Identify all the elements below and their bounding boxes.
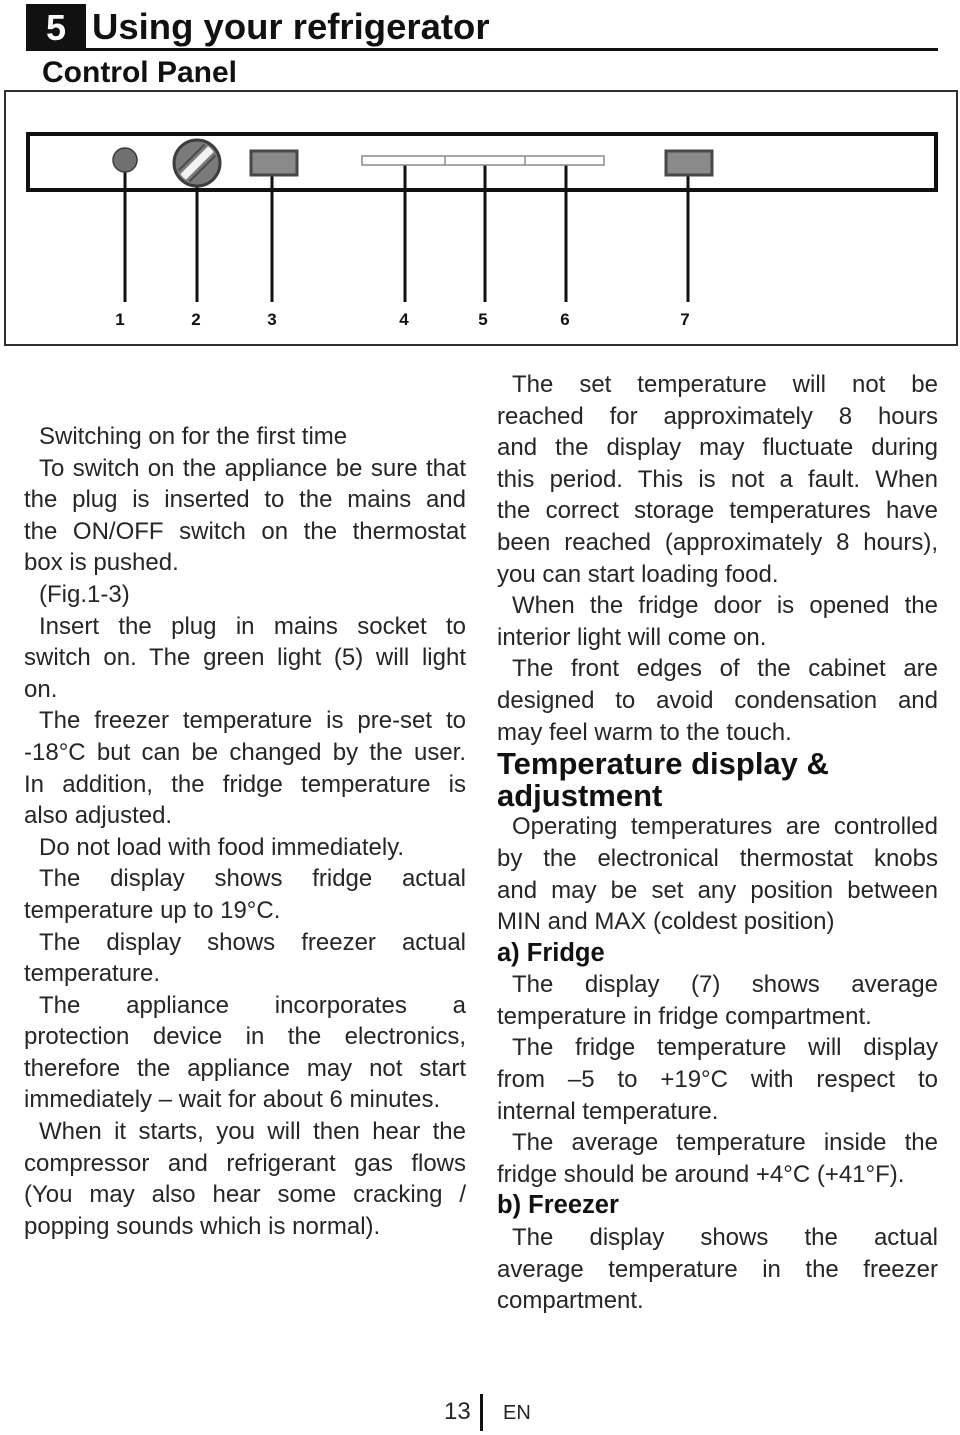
control-panel-diagram (0, 88, 960, 350)
paragraph (497, 369, 938, 590)
text-line: The set temperature will not be (512, 371, 938, 398)
text-line: The average temperature inside the (512, 1129, 938, 1157)
text-line: and may be set any position between (497, 876, 938, 904)
text-line: by the electronical thermostat knobs (497, 844, 938, 872)
chapter-number-badge: 5 (26, 4, 86, 51)
freezer-text (497, 1222, 938, 1317)
paragraph (497, 590, 938, 653)
paragraph (24, 990, 466, 1116)
text-line: also adjusted. (24, 802, 173, 830)
text-line: and the display may fluctuate during (497, 434, 938, 462)
text-line: popping sounds which is normal). (24, 1212, 381, 1240)
text-line: average temperature in the freezer (497, 1255, 938, 1283)
text-line: internal temperature. (497, 1097, 719, 1125)
panel-button-left (251, 151, 297, 175)
paragraph (497, 1127, 938, 1190)
text-line: The display shows freezer actual (39, 928, 466, 956)
callout-number: 5 (478, 310, 488, 329)
text-line: interior light will come on. (497, 623, 767, 651)
text-line: (You may also hear some cracking / (24, 1181, 466, 1209)
text-line: When the fridge door is opened the (512, 592, 938, 620)
text-line: designed to avoid condensation and (497, 686, 938, 714)
callout-number: 4 (399, 310, 409, 329)
callout-number: 2 (191, 310, 201, 329)
text-line: the correct storage temperatures have (497, 497, 938, 525)
fridge-heading: a) Fridge (497, 938, 605, 967)
paragraph (24, 1116, 466, 1242)
text-line: When it starts, you will then hear the (39, 1118, 466, 1146)
paragraph (24, 421, 466, 453)
text-line: The display shows the actual (512, 1224, 938, 1252)
text-line: been reached (approximately 8 hours), (497, 528, 938, 556)
display-strip-outline (362, 156, 604, 165)
text-line: you can start loading food. (497, 560, 779, 588)
paragraph (24, 832, 466, 864)
text-line: Operating temperatures are controlled (512, 813, 938, 841)
callout-number: 1 (115, 310, 125, 329)
text-line: this period. This is not a fault. When (497, 465, 938, 493)
left-column (24, 421, 466, 1242)
intro-text (497, 369, 938, 748)
indicator-light (113, 148, 137, 172)
text-line: compartment. (497, 1287, 644, 1315)
text-line: temperature up to 19°C. (24, 896, 281, 924)
text-line: may feel warm to the touch. (497, 718, 792, 746)
paragraph (24, 453, 466, 579)
callout-number: 6 (560, 310, 570, 329)
text-line: The display shows fridge actual (39, 865, 466, 893)
text-line: MIN and MAX (coldest position) (497, 908, 835, 936)
text-line: Do not load with food immediately. (39, 833, 405, 861)
callout-number: 3 (267, 310, 277, 329)
paragraph (497, 969, 938, 1032)
text-line: The fridge temperature will display (512, 1034, 938, 1062)
text-line: box is pushed. (24, 549, 179, 577)
text-line: compressor and refrigerant gas flows (24, 1149, 466, 1177)
text-line: the ON/OFF switch on the thermostat (24, 517, 466, 545)
footer-separator (480, 1394, 483, 1431)
section-title: Control Panel (42, 56, 238, 89)
paragraph (24, 705, 466, 831)
freezer-heading: b) Freezer (497, 1191, 619, 1220)
text-line: Switching on for the first time (39, 423, 348, 450)
text-line: The appliance incorporates a (39, 991, 466, 1019)
text-line: the plug is inserted to the mains and (24, 486, 466, 514)
text-line: Insert the plug in mains socket to (39, 612, 466, 640)
paragraph (497, 1222, 938, 1317)
text-line: temperature in fridge compartment. (497, 1002, 872, 1030)
paragraph (497, 1032, 938, 1127)
text-line: therefore the appliance may not start (24, 1054, 466, 1082)
text-line: protection device in the electronics, (24, 1023, 466, 1051)
paragraph (497, 811, 938, 937)
chapter-title: Using your refrigerator (92, 6, 490, 47)
diagram-frame (5, 91, 957, 345)
language-code: EN (503, 1402, 531, 1424)
paragraph (24, 611, 466, 706)
fridge-text (497, 969, 938, 1190)
text-line: fridge should be around +4°C (+41°F). (497, 1160, 905, 1188)
paragraph (497, 653, 938, 748)
text-line: from –5 to +19°C with respect to (497, 1066, 938, 1094)
text-line: To switch on the appliance be sure that (39, 454, 466, 482)
paragraph (24, 927, 466, 990)
text-line: on. (24, 675, 58, 703)
text-line: In addition, the fridge temperature is (24, 770, 466, 798)
text-line: -18°C but can be changed by the user. (24, 738, 466, 766)
callout-number: 7 (680, 310, 690, 329)
section-text (497, 811, 938, 937)
text-line: reached for approximately 8 hours (497, 402, 938, 430)
page-number: 13 (444, 1398, 471, 1425)
right-column (497, 369, 938, 1317)
panel-button-right (666, 151, 712, 175)
text-line: The front edges of the cabinet are (512, 655, 938, 683)
text-line: The display (7) shows average (512, 971, 938, 999)
text-line: immediately – wait for about 6 minutes. (24, 1086, 441, 1114)
text-line: temperature. (24, 960, 161, 988)
text-line: switch on. The green light (5) will light (24, 644, 466, 672)
temperature-display-strip (362, 156, 604, 165)
text-line: (Fig.1-3) (39, 580, 130, 608)
text-line: The freezer temperature is pre-set to (39, 707, 466, 735)
header-rule (26, 48, 938, 51)
left-column-text (24, 421, 466, 1242)
paragraph (24, 579, 466, 611)
paragraph (24, 863, 466, 926)
section-heading: Temperature display & adjustment (497, 746, 829, 813)
